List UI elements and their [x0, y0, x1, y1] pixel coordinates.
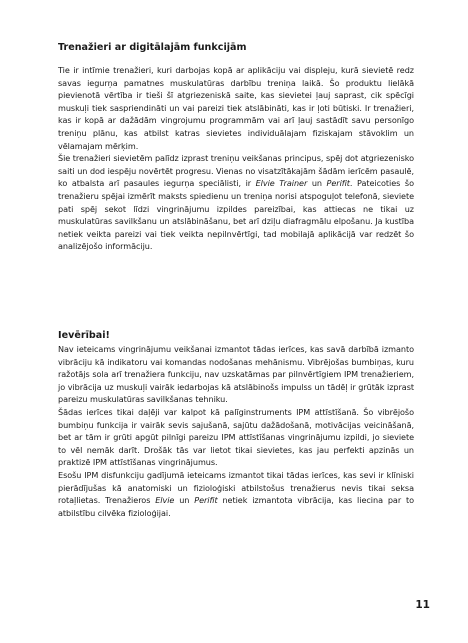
product-name: Perifit — [326, 178, 350, 189]
product-name: Elvie — [155, 495, 175, 506]
section-body-notice — [58, 343, 414, 519]
section-body-digital-trainers — [58, 64, 414, 253]
paragraph — [58, 406, 414, 469]
paragraph — [58, 64, 414, 152]
text-run: Šie trenažieri sievietēm palīdz izprast treniņu veikšanas principus, spēj dot atgriezenisko saiti un dod iespēju novērtēt progresu. Vienas no visatzītākajām šādām ierīcēm pasaulē, ko atbalsta arī pasaules iegurņa speciālisti, ir — [58, 153, 414, 189]
text-run: un — [307, 178, 327, 189]
product-name: Elvie Trainer — [255, 178, 308, 189]
product-name: Perifit — [194, 495, 218, 506]
section-title-notice: Ievērībai! — [58, 330, 110, 341]
paragraph — [58, 343, 414, 406]
paragraph — [58, 469, 414, 519]
text-run: Šādas ierīces tikai daļēji var kalpot kā palīginstruments IPM attīstīšanā. Šo vibrējošo bumbiņu funkcija ir vairāk sevis sajušanā, sajūtu dažādošanā, motivācijas veicināšanā, bet ar tām ir grūti apgūt pilnīgi pareizu IPM attīstīšanas vingrinājumu izpildi, jo sieviete to vēl nemāk darīt. Drošāk tās var lietot tikai sievietes, kas jau perfekti apzinās un praktizē IPM attīstīšanas vingrinājumus. — [58, 406, 414, 468]
text-run: Esošu IPM disfunkciju gadījumā ieteicams izmantot tikai tādas ierīces, kas sevi ir klīniski pierādījušas kā anatomiski un fizioloģiski atbilstošus trenažierus nevis tikai seksa rotaļlietas. Trenažieros — [58, 469, 414, 506]
section-title-digital-trainers: Trenažieri ar digitālajām funkcijām — [58, 42, 247, 53]
text-run: Tie ir intīmie trenažieri, kuri darbojas kopā ar aplikāciju vai displeju, kurā sievietē redz savas iegurņa pamatnes muskulatūras darbību treniņa laikā. Šo produktu lielākā pievienotā vērtība ir tieši šī atgriezeniskā saite, kas sievietei ļauj saprast, cik spēcīgi muskuļi tiek saspriendināti un vai pareizi tiek atslābināti, kas ir ļoti būtiski. Ir trenažieri, kas ir kopā ar dažādām vingrojumu programmām vai arī ļauj sastādīt savu personīgo treniņu plānu, kas atbilst katras sievietes individuālajam fiziskajam stāvoklim un vēlamajam mērķim. — [58, 65, 414, 151]
text-run: netiek izmantota vibrācija, kas liecina par to atbilstību cilvēka fizioloģijai. — [58, 495, 414, 518]
text-run: un — [174, 495, 195, 506]
paragraph — [58, 152, 414, 253]
text-run: . Pateicoties šo trenažieru spējai izmērīt maksts spiedienu un treniņa norisi atspoguļot telefonā, sieviete pati spēj sekot līdzi vingrinājumu izpildes pareizībai, kas attiecas ne tikai uz muskulatūras savilkšanu un atslābināšanu, bet arī dziļu diafragmālu elpošanu. Ja kustība netiek veikta pareizi vai tiek veikta nepilnvērtīgi, tad mobilajā aplikācijā var redzēt šo analizējošo informāciju. — [58, 178, 414, 252]
text-run: Nav ieteicams vingrinājumu veikšanai izmantot tādas ierīces, kas savā darbībā izmanto vibrāciju kā indikatoru vai komandas nodošanas mehānismu. Vibrējošas bumbiņas, kuru ražotājs sola arī trenažiera funkciju, nav uzskatāmas par pilnvērtīgiem IPM trenažieriem, jo vibrācija uz muskuļi vairāk iedarbojas kā atslābinošs impulss un tādēļ ir grūtāk izprast pareizu muskulatūras savilkšanas tehniku. — [58, 344, 414, 405]
page-number: 11 — [415, 599, 430, 611]
